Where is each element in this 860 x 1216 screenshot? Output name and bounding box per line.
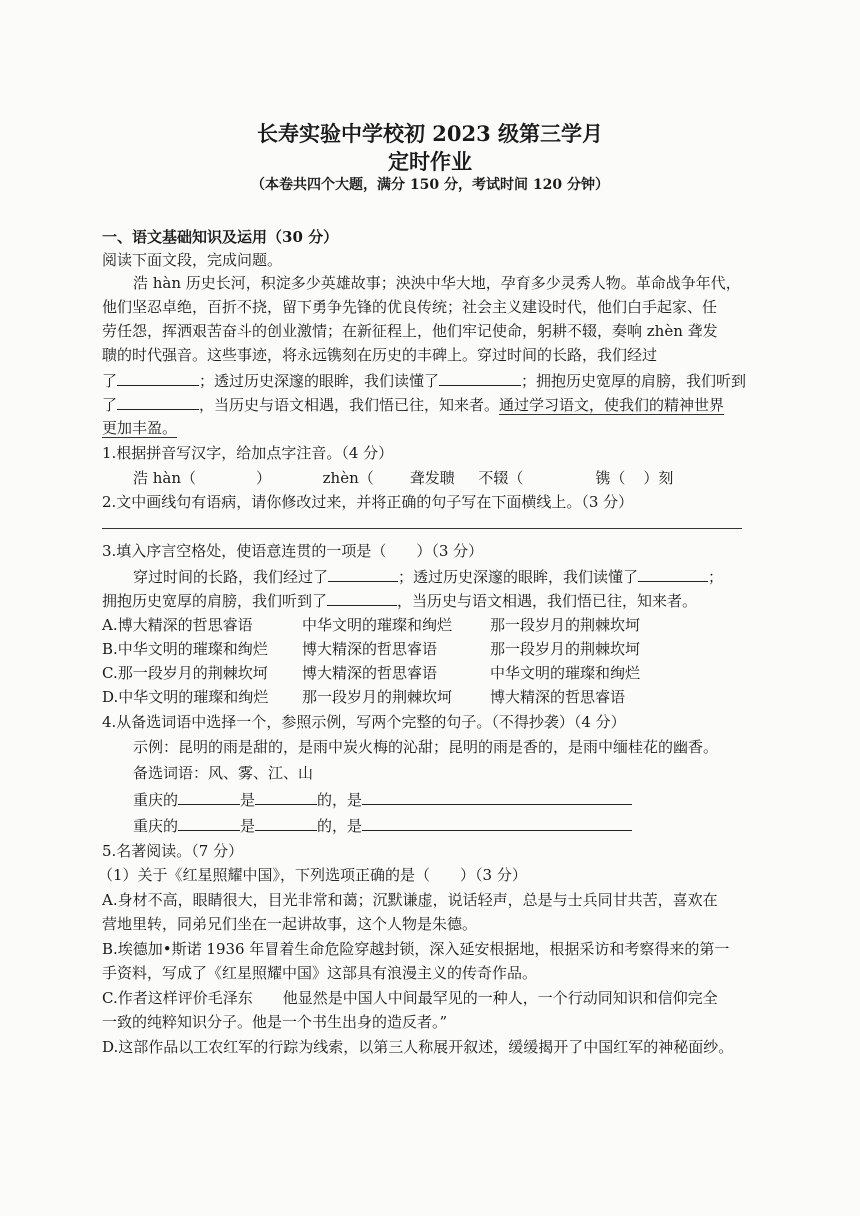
fill-blank[interactable] <box>638 565 708 582</box>
question-5-sub1: （1）关于《红星照耀中国》，下列选项正确的是（ ）（3 分） <box>98 866 527 884</box>
question-4-example: 示例：昆明的雨是甜的，是雨中炭火梅的沁甜；昆明的雨是香的，是雨中缅桂花的幽香。 <box>133 738 719 756</box>
option-cell: 那一段岁月的荆棘坎坷 <box>302 688 453 706</box>
underlined-sentence: 通过学习语文，使我们的精神世界 <box>499 396 725 414</box>
question-3-stem: 3.填入序言空格处，使语意连贯的一项是（ ）（3 分） <box>102 542 484 560</box>
exam-title-line1: 长寿实验中学校初 2023 级第三学月 <box>256 121 604 146</box>
q4-text: 重庆的 <box>133 817 179 835</box>
option-row[interactable] <box>102 614 767 636</box>
option-A-line1[interactable]: A.身材不高，眼睛很大，目光非常和蔼；沉默谦虚，说话轻声，总是与士兵同甘共苦，喜欢在 <box>102 891 718 909</box>
q3-text: ； <box>708 568 724 586</box>
fill-blank[interactable] <box>117 369 199 386</box>
fill-blank[interactable] <box>255 788 317 805</box>
question-3-sentence <box>102 589 767 612</box>
fill-blank[interactable] <box>255 814 317 831</box>
q4-text: 的，是 <box>317 791 363 809</box>
option-row[interactable] <box>102 662 767 684</box>
answer-line[interactable] <box>102 528 742 529</box>
option-B-line2: 手资料，写成了《红星照耀中国》这部具有浪漫主义的传奇作品。 <box>102 964 538 982</box>
section-intro: 阅读下面文段，完成问题。 <box>102 251 283 269</box>
option-B-line1[interactable]: B.埃德加•斯诺 1936 年冒着生命危险穿越封锁，深入延安根据地，根据采访和考察得来的第一 <box>102 940 730 958</box>
question-4-stem: 4.从备选词语中选择一个，参照示例，写两个完整的句子。（不得抄袭）（4 分） <box>102 713 626 731</box>
option-cell: C.那一段岁月的荆棘坎坷 <box>102 664 268 682</box>
passage-line <box>102 393 767 416</box>
q1-item: zhèn（ <box>322 469 374 487</box>
passage-line: 聩的时代强音。这些事迹，将永远镌刻在历史的丰碑上。穿过时间的长路，我们经过 <box>102 346 658 364</box>
option-cell: 博大精深的哲思睿语 <box>302 640 438 658</box>
passage-line: 浩 hàn 历史长河，积淀多少英雄故事；泱泱中华大地，孕育多少灵秀人物。革命战争年代， <box>133 274 741 292</box>
question-4-answer-line <box>133 788 798 811</box>
q3-text: ，当历史与语文相遇，我们悟已往，知来者。 <box>397 592 698 610</box>
option-A-line2: 营地里转，同弟兄们坐在一起讲故事，这个人物是朱德。 <box>102 915 478 933</box>
fill-blank[interactable] <box>439 369 521 386</box>
option-row[interactable] <box>102 638 767 660</box>
q4-text: 的，是 <box>317 817 363 835</box>
underlined-sentence: 更加丰盈。 <box>102 419 178 437</box>
question-4-words: 备选词语：风、雾、江、山 <box>133 764 314 782</box>
question-2-stem: 2.文中画线句有语病，请你修改过来，并将正确的句子写在下面横线上。（3 分） <box>102 493 634 511</box>
passage-text: 了 <box>102 396 118 414</box>
option-row[interactable] <box>102 686 767 708</box>
fill-blank[interactable] <box>327 589 397 606</box>
option-cell: 中华文明的璀璨和绚烂 <box>302 616 453 634</box>
option-cell: 那一段岁月的荆棘坎坷 <box>490 616 641 634</box>
question-4-answer-line <box>133 814 798 837</box>
q3-text: 拥抱历史宽厚的肩膀，我们听到了 <box>102 592 328 610</box>
passage-line <box>102 369 767 392</box>
question-5-stem: 5.名著阅读。（7 分） <box>102 842 244 860</box>
q1-item: ） <box>256 469 272 487</box>
question-3-sentence <box>133 565 798 588</box>
q1-item: 不辍（ <box>478 469 524 487</box>
option-cell: 那一段岁月的荆棘坎坷 <box>490 640 641 658</box>
q1-item: 聋发聩 <box>409 469 455 487</box>
q4-text: 是 <box>240 791 256 809</box>
q1-item: 浩 hàn（ <box>133 469 197 487</box>
fill-blank[interactable] <box>178 788 240 805</box>
question-1-items <box>133 467 798 489</box>
question-1-stem: 1.根据拼音写汉字，给加点字注音。（4 分） <box>102 444 394 462</box>
passage-text: 了 <box>102 372 118 390</box>
passage-text: ；透过历史深邃的眼眸，我们读懂了 <box>199 372 440 390</box>
section-heading: 一、语文基础知识及运用（30 分） <box>102 228 339 246</box>
fill-blank[interactable] <box>362 814 632 831</box>
q4-text: 是 <box>240 817 256 835</box>
option-cell: B.中华文明的璀璨和绚烂 <box>102 640 268 658</box>
q1-item: ）刻 <box>643 469 674 487</box>
q3-text: 穿过时间的长路，我们经过了 <box>133 568 329 586</box>
option-C-line2: 一致的纯粹知识分子。他是一个书生出身的造反者。” <box>102 1013 448 1031</box>
passage-line <box>102 417 767 439</box>
q3-text: ；透过历史深邃的眼眸，我们读懂了 <box>398 568 639 586</box>
passage-text: ，当历史与语文相遇，我们悟已往，知来者。 <box>199 396 500 414</box>
option-cell: D.中华文明的璀璨和绚烂 <box>102 688 269 706</box>
fill-blank[interactable] <box>362 788 632 805</box>
fill-blank[interactable] <box>178 814 240 831</box>
option-cell: 中华文明的璀璨和绚烂 <box>490 664 641 682</box>
answer-blank[interactable] <box>196 467 256 483</box>
passage-line: 劳任怨，挥洒艰苦奋斗的创业激情；在新征程上，他们牢记使命，躬耕不辍，奏响 zhèn 聋发 <box>102 322 718 340</box>
exam-title-line2: 定时作业 <box>388 149 472 174</box>
q1-item: 镌（ <box>595 469 626 487</box>
option-C-line1[interactable]: C.作者这样评价毛泽东 他显然是中国人中间最罕见的一种人，一个行动同知识和信仰完全 <box>102 989 718 1007</box>
option-D-line1[interactable]: D.这部作品以工农红军的行踪为线索，以第三人称展开叙述，缓缓揭开了中国红军的神秘面纱。 <box>102 1038 734 1056</box>
option-cell: 博大精深的哲思睿语 <box>302 664 438 682</box>
q4-text: 重庆的 <box>133 791 179 809</box>
fill-blank[interactable] <box>117 393 199 410</box>
passage-text: ；拥抱历史宽厚的肩膀，我们听到 <box>521 372 747 390</box>
passage-line: 他们坚忍卓绝，百折不挠，留下勇争先锋的优良传统；社会主义建设时代，他们白手起家、任 <box>102 298 718 316</box>
option-cell: A.博大精深的哲思睿语 <box>102 616 253 634</box>
exam-subtitle: （本卷共四个大题，满分 150 分，考试时间 120 分钟） <box>251 177 609 193</box>
option-cell: 博大精深的哲思睿语 <box>490 688 626 706</box>
fill-blank[interactable] <box>328 565 398 582</box>
